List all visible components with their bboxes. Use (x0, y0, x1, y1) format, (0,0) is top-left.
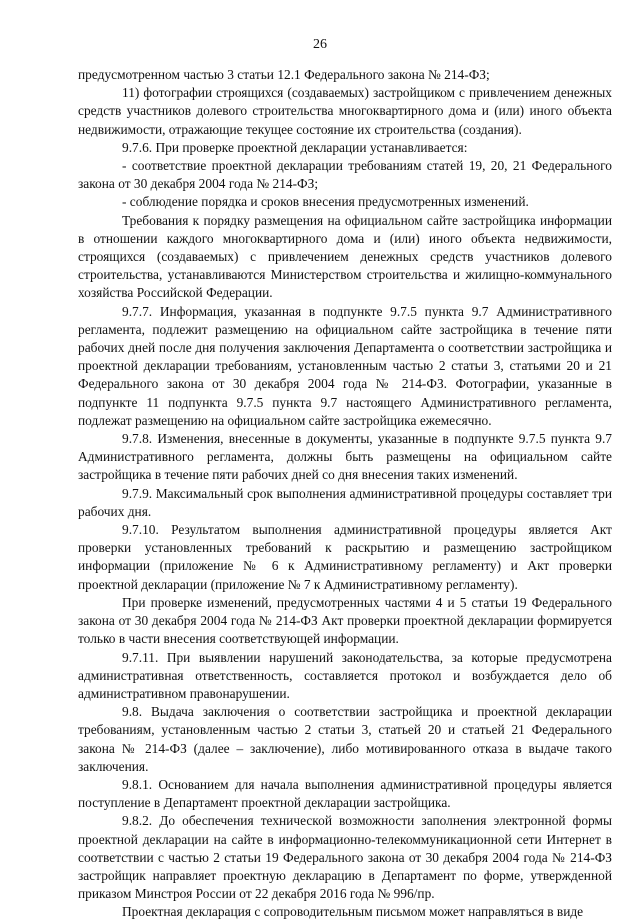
paragraph: 9.8.2. До обеспечения технической возможности заполнения электронной формы проектной декларации на сайте в информационно-телекоммуникационной сети Интернет в соответствии с частью 2 статьи 19 Федерального закона от 30 декабря 2004 года № 214-ФЗ застройщик направляет проектную декларацию в Департамент по форме, утвержденной приказом Минстроя России от 22 декабря 2016 года № 996/пр. (78, 813, 612, 902)
paragraph: предусмотренном частью 3 статьи 12.1 Федерального закона № 214-ФЗ; (78, 67, 490, 82)
paragraph: 9.7.7. Информация, указанная в подпункте 9.7.5 пункта 9.7 Административного регламента, подлежит размещению на официальном сайте застройщика в течение пяти рабочих дней после дня получения заключения Департамента о соответствии застройщика и проектной декларации требованиям, установленным частью 2 статьи 3, статьями 20 и 21 Федерального закона от 30 декабря 2004 года № 214-ФЗ. Фотографии, указанные в подпункте 11 подпункта 9.7.5 пункта 9.7 настоящего Административного регламента, подлежат размещению на официальном сайте застройщика ежемесячно. (78, 303, 612, 428)
paragraph: 9.8. Выдача заключения о соответствии застройщика и проектной декларации требованиям, установленным частью 2 статьи 3, статьей 20 и статьей 21 Федерального закона № 214-ФЗ (далее – заключение), либо мотивированного отказа в выдаче такого заключения. (78, 704, 612, 774)
paragraph: При проверке изменений, предусмотренных частями 4 и 5 статьи 19 Федерального закона от 30 декабря 2004 года № 214-ФЗ Акт проверки проектной декларации формируется только в части внесения соответствующей информации. (78, 594, 612, 647)
paragraph: Требования к порядку размещения на официальном сайте застройщика информации в отношении каждого многоквартирного дома и (или) иного объекта недвижимости, строящихся (создаваемых) с привлечением денежных средств участников долевого строительства, устанавливаются Министерством строительства и жилищно-коммунального хозяйства Российской Федерации. (78, 212, 612, 301)
page-number: 26 (313, 37, 327, 52)
paragraph: 9.7.8. Изменения, внесенные в документы, указанные в подпункте 9.7.5 пункта 9.7 Административного регламента, должны быть размещены на официальном сайте застройщика в течение пяти рабочих дней со дня внесения таких изменений. (78, 431, 612, 483)
paragraph: 9.7.11. При выявлении нарушений законодательства, за которые предусмотрена административная ответственность, составляется протокол и возбуждается дело об административном правонарушении. (78, 649, 612, 701)
paragraph: 9.7.9. Максимальный срок выполнения административной процедуры составляет три рабочих дня. (78, 485, 612, 519)
paragraph: Проектная декларация с сопроводительным письмом может направляться в виде (122, 904, 584, 920)
paragraph: - соблюдение порядка и сроков внесения предусмотренных изменений. (122, 194, 529, 210)
paragraph: - соответствие проектной декларации требованиям статей 19, 20, 21 Федерального закона от 30 декабря 2004 года № 214-ФЗ; (78, 158, 612, 192)
paragraph: 9.8.1. Основанием для начала выполнения административной процедуры является поступление в Департамент проектной декларации застройщика. (78, 776, 612, 811)
paragraph: 9.7.10. Результатом выполнения административной процедуры является Акт проверки установленных требований к раскрытию и размещению застройщиком информации (приложение № 6 к Административному регламенту) и Акт проверки проектной декларации (приложение № 7 к Административному регламенту). (78, 522, 612, 592)
paragraph: 11) фотографии строящихся (создаваемых) застройщиком с привлечением денежных средств участников долевого строительства многоквартирного дома и (или) иного объекта недвижимости, отражающие текущее состояние их строительства (создания). (78, 85, 612, 137)
paragraph: 9.7.6. При проверке проектной декларации устанавливается: (122, 139, 468, 155)
document-body (78, 66, 612, 922)
